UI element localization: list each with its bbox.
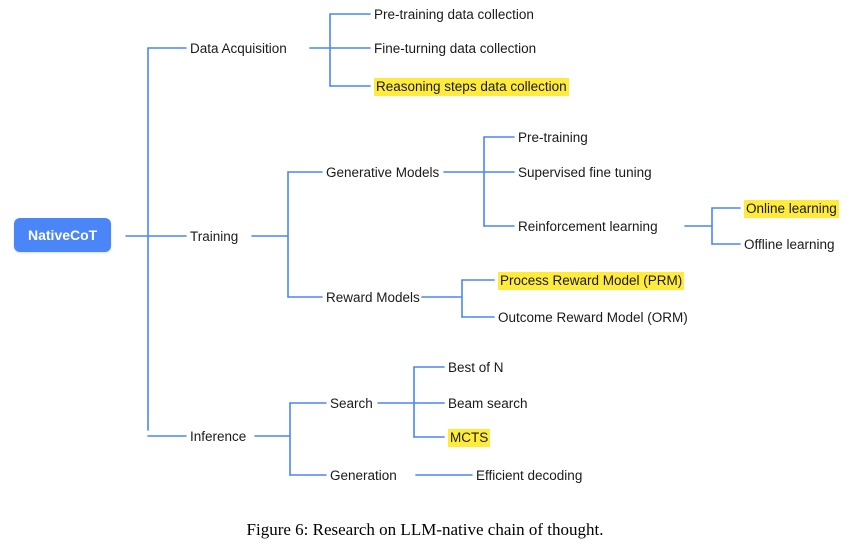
root-node[interactable]: NativeCoT	[14, 218, 111, 252]
node-inference[interactable]: Inference	[190, 429, 247, 444]
node-supervised-fine-tuning[interactable]: Supervised fine tuning	[518, 165, 652, 180]
node-generative-models[interactable]: Generative Models	[326, 165, 440, 180]
node-reward-models[interactable]: Reward Models	[326, 290, 420, 305]
node-beam-search[interactable]: Beam search	[448, 396, 528, 411]
node-fine-turning-data-collection[interactable]: Fine-turning data collection	[374, 41, 537, 56]
node-offline-learning[interactable]: Offline learning	[744, 237, 835, 252]
node-pre-training-data-collection[interactable]: Pre-training data collection	[374, 7, 534, 22]
node-data-acquisition[interactable]: Data Acquisition	[190, 41, 287, 56]
node-mcts[interactable]: MCTS	[448, 429, 490, 447]
figure-caption: Figure 6: Research on LLM-native chain of thought.	[246, 520, 604, 539]
node-reinforcement-learning[interactable]: Reinforcement learning	[518, 219, 658, 234]
node-reasoning-steps-data-collection[interactable]: Reasoning steps data collection	[374, 78, 569, 96]
node-generation[interactable]: Generation	[330, 468, 397, 483]
node-online-learning[interactable]: Online learning	[744, 200, 839, 218]
node-search[interactable]: Search	[330, 396, 373, 411]
node-efficient-decoding[interactable]: Efficient decoding	[476, 468, 583, 483]
node-training[interactable]: Training	[190, 229, 239, 244]
node-outcome-reward-model[interactable]: Outcome Reward Model (ORM)	[498, 310, 688, 325]
node-process-reward-model[interactable]: Process Reward Model (PRM)	[498, 272, 684, 290]
node-pre-training[interactable]: Pre-training	[518, 130, 588, 145]
node-best-of-n[interactable]: Best of N	[448, 360, 504, 375]
